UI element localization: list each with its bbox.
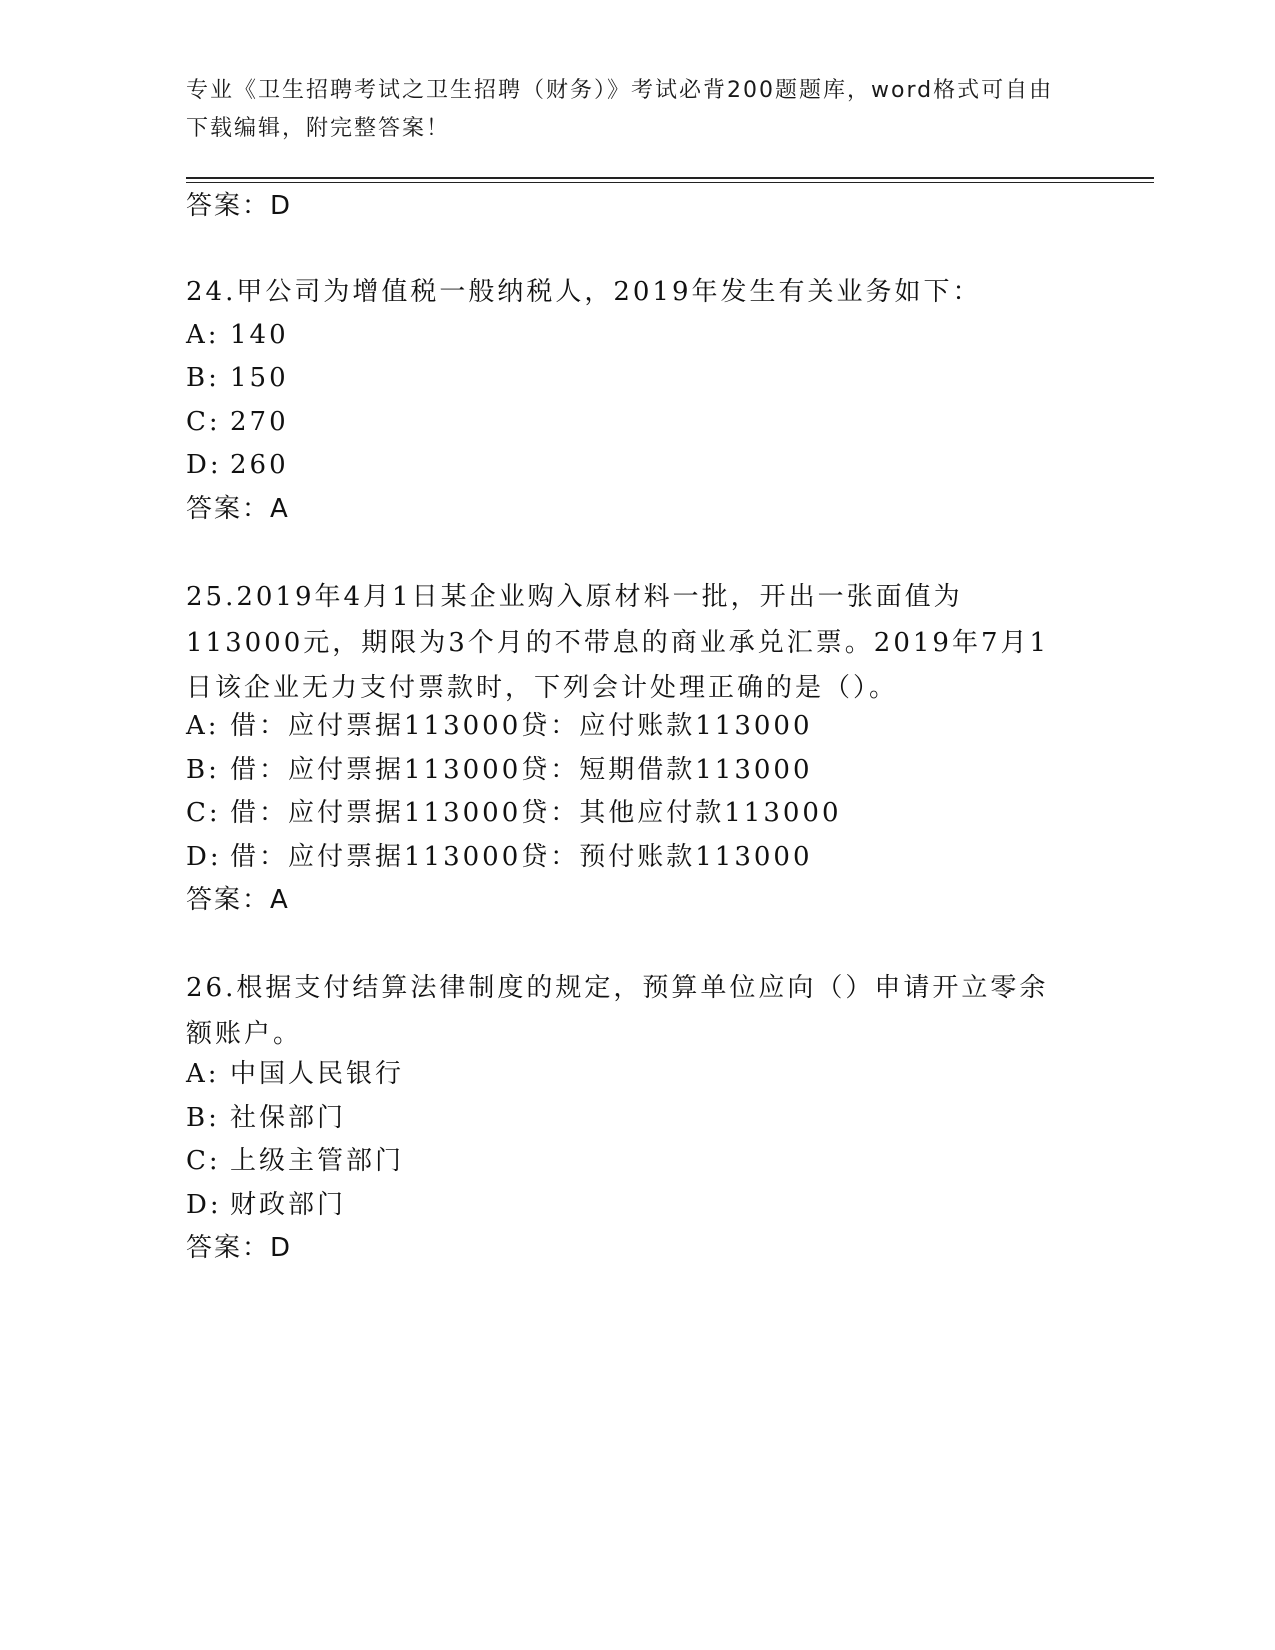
option-text: 上级主管部门 [230,1146,405,1176]
option-text: 中国人民银行 [230,1059,405,1089]
question-25-option-a [186,706,813,746]
option-letter: B: [186,1103,220,1133]
question-25-option-c [186,793,842,833]
option-text: 260 [230,450,289,480]
question-25-text: 25.2019年4月1日某企业购入原材料一批，开出一张面值为113000元，期限为3个月的不带息的商业承兑汇票。2019年7月1日该企业无力支付票款时，下列会计处理正确的是（）。 [186,582,1050,703]
option-text: 150 [230,363,289,393]
option-text: 财政部门 [230,1190,347,1220]
header-rule-thick [186,177,1154,179]
question-26-option-a [186,1054,404,1094]
answer-23: 答案：D [186,191,293,221]
option-letter: D: [186,1190,222,1220]
option-letter: D: [186,450,222,480]
option-letter: A: [186,320,220,350]
option-text: 借：应付票据113000贷：预付账款113000 [230,842,813,872]
document-header: 专业《卫生招聘考试之卫生招聘（财务）》考试必背200题题库，word格式可自由下载编辑，附完整答案！ [186,78,1054,141]
option-letter: C: [186,1146,221,1176]
answer-25: 答案：A [186,885,290,915]
question-26-option-d [186,1185,346,1225]
option-text: 借：应付票据113000贷：应付账款113000 [230,711,813,741]
question-26-option-b [186,1098,346,1138]
option-text: 140 [230,320,289,350]
option-text: 借：应付票据113000贷：其他应付款113000 [230,798,842,828]
question-24-option-d [186,445,289,485]
option-letter: D: [186,842,222,872]
answer-24: 答案：A [186,494,290,524]
question-24-option-b [186,358,289,398]
option-text: 270 [230,407,289,437]
option-letter: A: [186,1059,220,1089]
question-24-option-a [186,315,289,355]
question-26-option-c [186,1141,404,1181]
option-letter: B: [186,755,220,785]
question-26-text: 26.根据支付结算法律制度的规定，预算单位应向（）申请开立零余额账户。 [186,973,1049,1049]
question-25-option-b [186,750,813,790]
option-text: 社保部门 [230,1103,347,1133]
option-letter: A: [186,711,220,741]
question-24-text: 24.甲公司为增值税一般纳税人，2019年发生有关业务如下： [186,277,982,307]
option-letter: B: [186,363,220,393]
header-rule-thin [186,182,1154,183]
option-letter: C: [186,798,221,828]
option-letter: C: [186,407,221,437]
question-25-option-d [186,837,813,877]
answer-26: 答案：D [186,1233,293,1263]
option-text: 借：应付票据113000贷：短期借款113000 [230,755,813,785]
question-24-option-c [186,402,289,442]
